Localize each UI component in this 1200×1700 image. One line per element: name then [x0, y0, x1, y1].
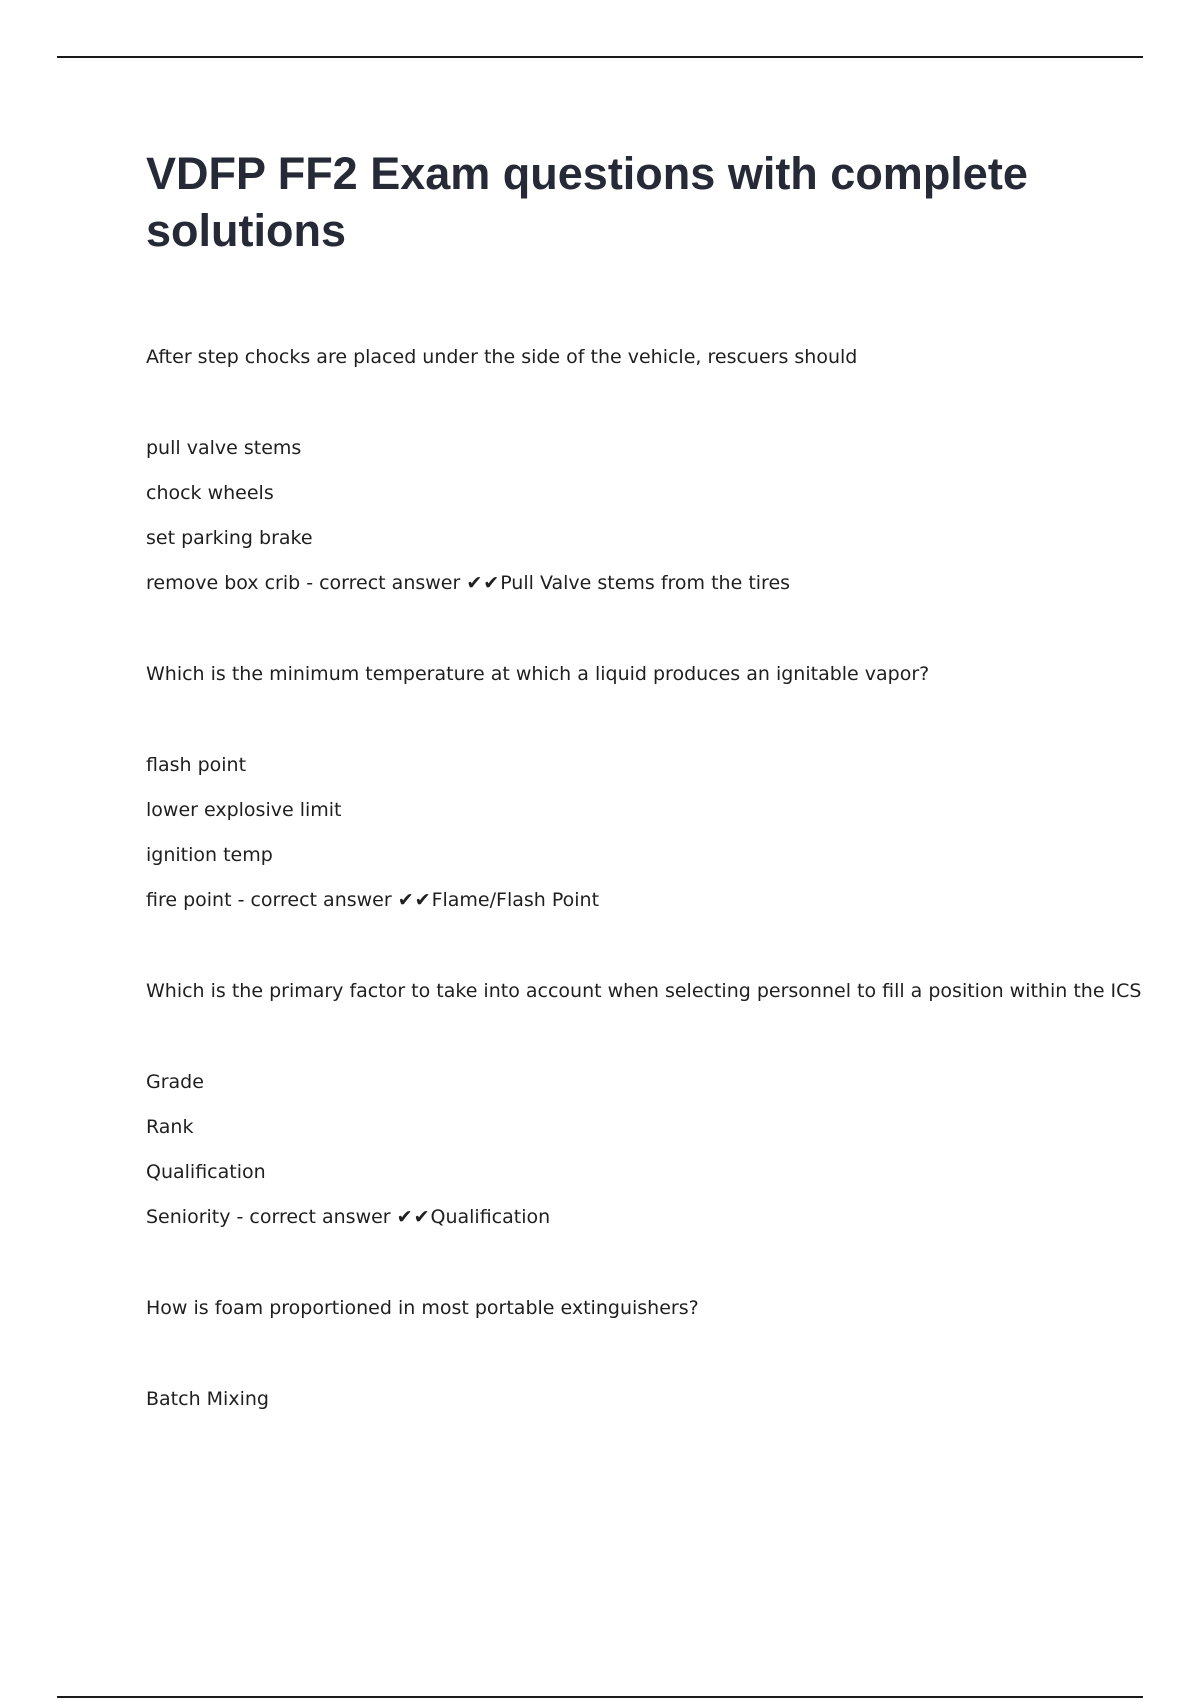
- check-icon: ✔✔: [397, 889, 432, 911]
- check-icon: ✔✔: [396, 1206, 431, 1228]
- answer-option: Batch Mixing: [146, 1388, 269, 1410]
- check-icon: ✔✔: [466, 572, 501, 594]
- answer-line: [146, 571, 1146, 595]
- answer-option: remove box crib: [146, 572, 301, 594]
- answer-option: Qualification: [146, 1161, 266, 1183]
- answer-option: ignition temp: [146, 844, 273, 866]
- answer-option: chock wheels: [146, 482, 274, 504]
- answer-option: Seniority: [146, 1206, 231, 1228]
- question-prompt: How is foam proportioned in most portable extinguishers?: [146, 1297, 699, 1319]
- correct-answer-label: - correct answer: [231, 889, 398, 911]
- question-prompt: Which is the minimum temperature at which a liquid produces an ignitable vapor?: [146, 663, 930, 685]
- answer-option: flash point: [146, 754, 247, 776]
- answer-option: Grade: [146, 1071, 204, 1093]
- header-rule: [57, 56, 1143, 58]
- answer-line: [146, 888, 1146, 912]
- answer-option: lower explosive limit: [146, 799, 342, 821]
- answer-line: [146, 1205, 1146, 1229]
- correct-answer: Qualification: [430, 1206, 551, 1228]
- footer-rule: [57, 1696, 1143, 1698]
- correct-answer-label: - correct answer: [300, 572, 467, 594]
- answer-option: set parking brake: [146, 527, 313, 549]
- answer-option: fire point: [146, 889, 232, 911]
- correct-answer-label: - correct answer: [230, 1206, 397, 1228]
- document-title: VDFP FF2 Exam questions with complete solutions: [146, 148, 1028, 256]
- answer-option: Rank: [146, 1116, 194, 1138]
- document-body: [146, 345, 1146, 1432]
- answer-option: pull valve stems: [146, 437, 302, 459]
- question-prompt: Which is the primary factor to take into account when selecting personnel to fill a position within the ICS: [146, 980, 1142, 1002]
- correct-answer: Pull Valve stems from the tires: [500, 572, 791, 594]
- question-prompt: After step chocks are placed under the side of the vehicle, rescuers should: [146, 346, 858, 368]
- correct-answer: Flame/Flash Point: [431, 889, 600, 911]
